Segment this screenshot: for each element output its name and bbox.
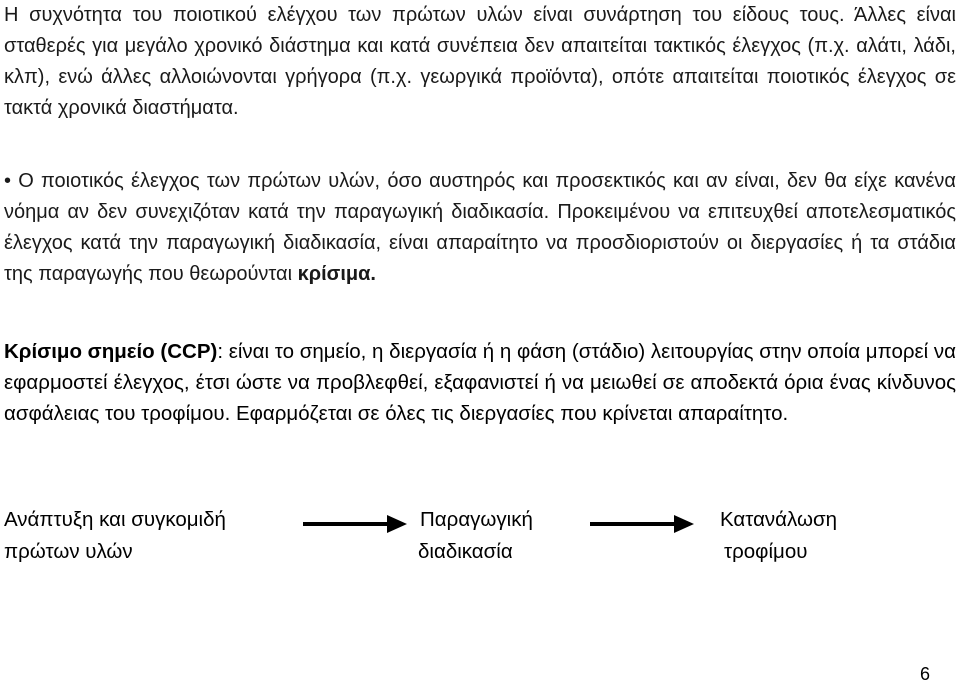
paragraph-frequency-text: Η συχνότητα του ποιοτικού ελέγχου των πρώτων υλών είναι συνάρτηση του είδους τους. Άλλες είναι σταθερές για μεγάλο χρονικό διάστημα και κατά συνέπεια δεν απαιτείται τακτικός έλεγχος (π.χ. αλάτι, λάδι, κλπ), ενώ άλλες αλλοιώνονται γρήγορα (π.χ. γεωργικά προϊόντα), οπότε απαιτείται ποιοτικός έλεγχος σε τακτά χρονικά διαστήματα. [4, 4, 956, 119]
flow-arrow-icon [303, 514, 407, 534]
ccp-term: Κρίσιμο σημείο (CCP) [4, 340, 218, 363]
flow-step-label-line2: διαδικασία [418, 540, 513, 563]
critical-term: κρίσιμα. [297, 263, 376, 285]
flow-step-production [420, 504, 533, 568]
flow-step-label-line2: πρώτων υλών [4, 540, 133, 563]
paragraph-production-control [4, 166, 956, 290]
paragraph-production-control-text: Ο ποιοτικός έλεγχος των πρώτων υλών, όσο αυστηρός και προσεκτικός και αν είναι, δεν θα είχε κανένα νόημα αν δεν συνεχιζόταν κατά την παραγωγική διαδικασία. Προκειμένου να επιτευχθεί αποτελεσματικός έλεγχος κατά την παραγωγική διαδικασία, είναι απαραίτητο να προσδιοριστούν οι διεργασίες ή τα στάδια της παραγωγής που θεωρούνται [4, 170, 956, 285]
flow-step-label-line1: Ανάπτυξη και συγκομιδή [4, 508, 226, 531]
paragraph-ccp-definition [4, 336, 956, 429]
ccp-definition-text: : είναι το σημείο, η διεργασία ή η φάση (στάδιο) λειτουργίας στην οποία μπορεί να εφαρμοστεί έλεγχος, έτσι ώστε να προβλεφθεί, εξαφανιστεί ή να μειωθεί σε αποδεκτά όρια ένας κίνδυνος ασφάλειας του τροφίμου. Εφαρμόζεται σε όλες τις διεργασίες που κρίνεται απαραίτητο. [4, 340, 956, 425]
bullet-marker: • [4, 170, 12, 192]
flow-step-consumption [720, 504, 837, 568]
flow-step-label-line1: Κατανάλωση [720, 508, 838, 531]
paragraph-frequency [4, 0, 956, 124]
flow-arrow-icon [590, 514, 694, 534]
flow-step-raw-materials [4, 504, 226, 568]
flow-step-label-line2: τροφίμου [724, 540, 808, 563]
flow-step-label-line1: Παραγωγική [420, 508, 533, 531]
page-number: 6 [919, 664, 930, 684]
